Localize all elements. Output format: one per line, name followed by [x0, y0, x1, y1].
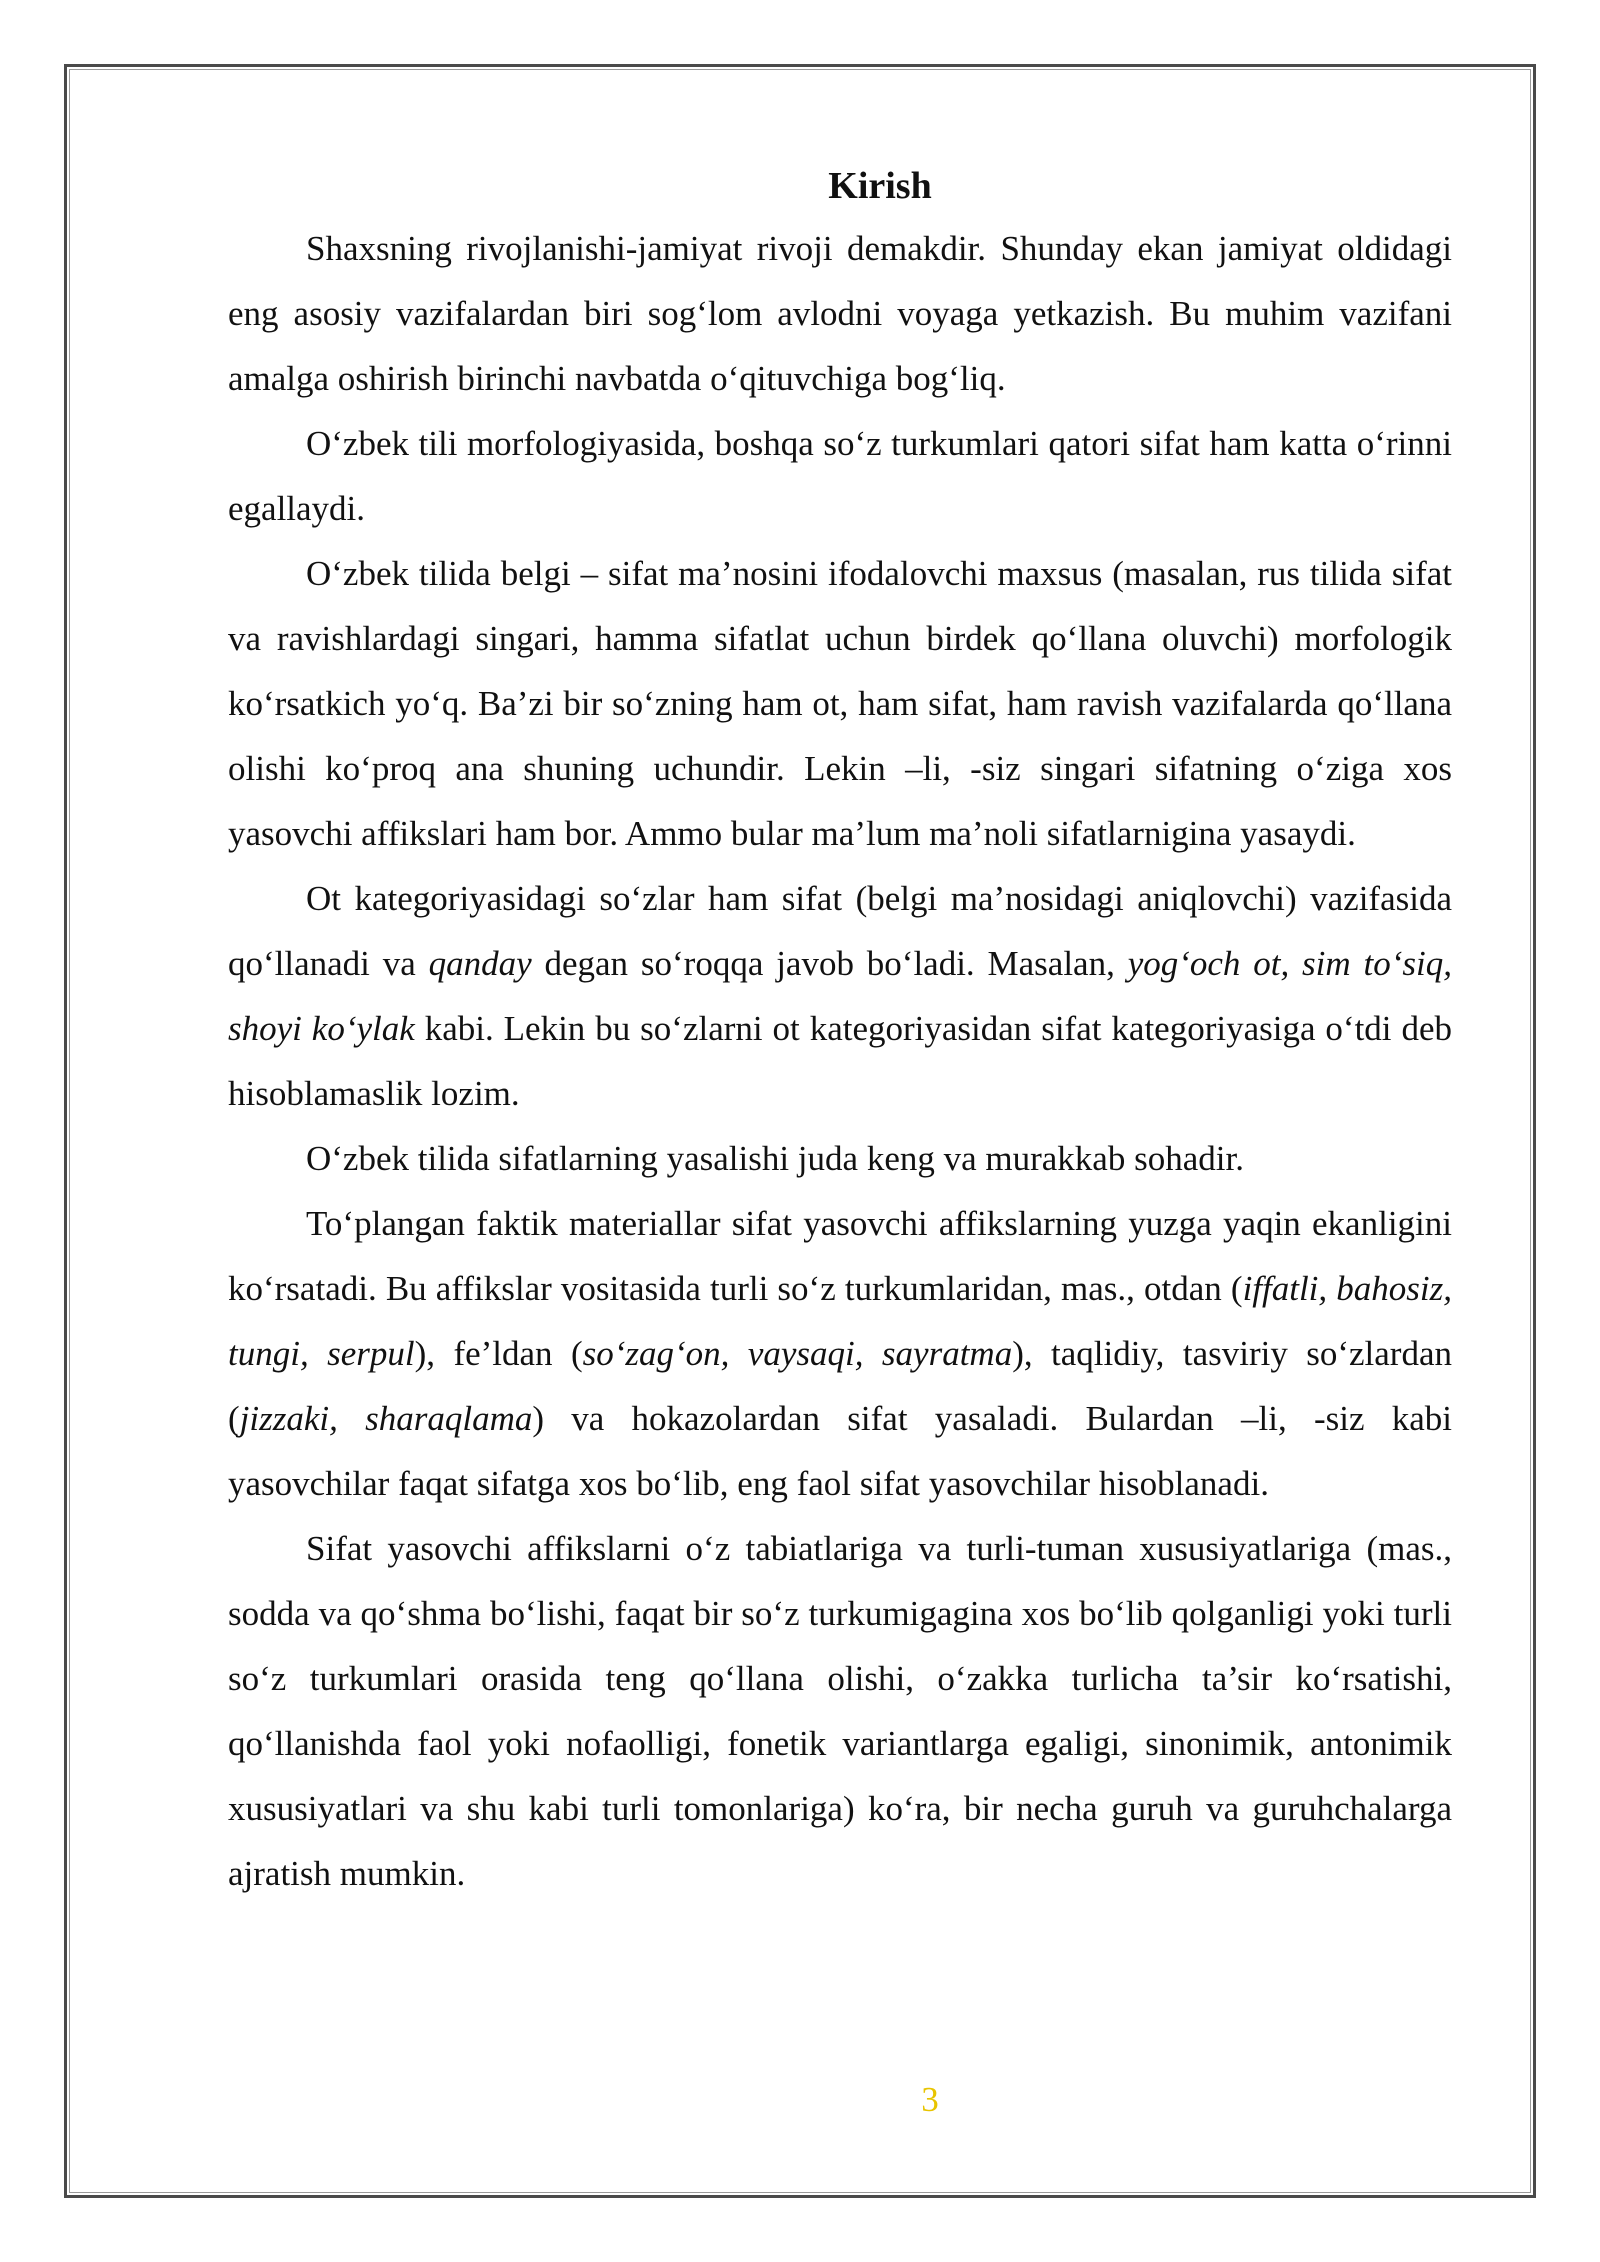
paragraph-text: Sifat yasovchi affikslarni o‘z tabiatlariga va turli-tuman xususiyatlariga (mas., sodda va qo‘shma bo‘lishi, faqat bir so‘z turkumigagina xos bo‘lib qolganligi yoki turli so‘z turkumlari orasida teng qo‘llana olishi, o‘zakka turlicha ta’sir ko‘rsatishi, qo‘llanishda faol yoki nofaolligi, fonetik variantlarga egaligi, sinonimik, antonimik xususiyatlari va shu kabi turli tomonlariga) ko‘ra, bir necha guruh va guruhchalarga ajratish mumkin. — [228, 1529, 1452, 1893]
paragraph-text: ), fe’ldan ( — [414, 1334, 583, 1373]
paragraph — [228, 411, 1452, 541]
paragraph-text: ) va hokazolardan sifat yasaladi. Bulardan –li, -siz kabi yasovchilar faqat sifatga xos bo‘lib, eng faol sifat yasovchilar hisoblanadi. — [228, 1399, 1452, 1503]
italic-example-text: iffatli, bahosiz, tungi, serpul — [228, 1269, 1452, 1373]
paragraph — [228, 1126, 1452, 1191]
page-number: 3 — [921, 2080, 939, 2119]
paragraph-text: O‘zbek tilida sifatlarning yasalishi juda keng va murakkab sohadir. — [306, 1139, 1244, 1178]
paragraph-list — [228, 216, 1452, 1906]
paragraph-text: kabi. Lekin bu so‘zlarni ot kategoriyasidan sifat kategoriyasiga o‘tdi deb hisoblamaslik lozim. — [228, 1009, 1452, 1113]
italic-example-text: qanday — [428, 944, 532, 983]
paragraph-text: O‘zbek tilida belgi – sifat ma’nosini ifodalovchi maxsus (masalan, rus tilida sifat va ravishlardagi singari, hamma sifatlat uchun birdek qo‘llana oluvchi) morfologik ko‘rsatkich yo‘q. Ba’zi bir so‘zning ham ot, ham sifat, ham ravish vazifalarda qo‘llana olishi ko‘proq ana shuning uchundir. Lekin –li, -siz singari sifatning o‘ziga xos yasovchi affikslari ham bor. Ammo bular ma’lum ma’noli sifatlarnigina yasaydi. — [228, 554, 1452, 853]
paragraph — [228, 866, 1452, 1126]
paragraph-text: Ot kategoriyasidagi so‘zlar ham sifat (belgi ma’nosidagi aniqlovchi) vazifasida qo‘llanadi va — [228, 879, 1452, 983]
paragraph-text: O‘zbek tili morfologiyasida, boshqa so‘z turkumlari qatori sifat ham katta o‘rinni egallaydi. — [228, 424, 1452, 528]
italic-example-text: so‘zag‘on, vaysaqi, sayratma — [582, 1334, 1013, 1373]
document-body — [228, 156, 1452, 1906]
italic-example-text: jizzaki, sharaqlama — [239, 1399, 533, 1438]
paragraph — [228, 1191, 1452, 1516]
paragraph-text: degan so‘roqqa javob bo‘ladi. Masalan, — [531, 944, 1128, 983]
paragraph — [228, 541, 1452, 866]
paragraph-text: To‘plangan faktik materiallar sifat yasovchi affikslarning yuzga yaqin ekanligini ko‘rsatadi. Bu affikslar vositasida turli so‘z turkumlaridan, mas., otdan ( — [228, 1204, 1452, 1308]
paragraph-text: ), taqlidiy, tasviriy so‘zlardan ( — [228, 1334, 1453, 1438]
paragraph-text: Shaxsning rivojlanishi-jamiyat rivoji demakdir. Shunday ekan jamiyat oldidagi eng asosiy vazifalardan biri sog‘lom avlodni voyaga yetkazish. Bu muhim vazifani amalga oshirish birinchi navbatda o‘qituvchiga bog‘liq. — [228, 229, 1452, 398]
italic-example-text: yog‘och ot, sim to‘siq, shoyi ko‘ylak — [228, 944, 1452, 1048]
paragraph — [228, 216, 1452, 411]
paragraph — [228, 1516, 1452, 1906]
document-title: Kirish — [828, 165, 932, 207]
